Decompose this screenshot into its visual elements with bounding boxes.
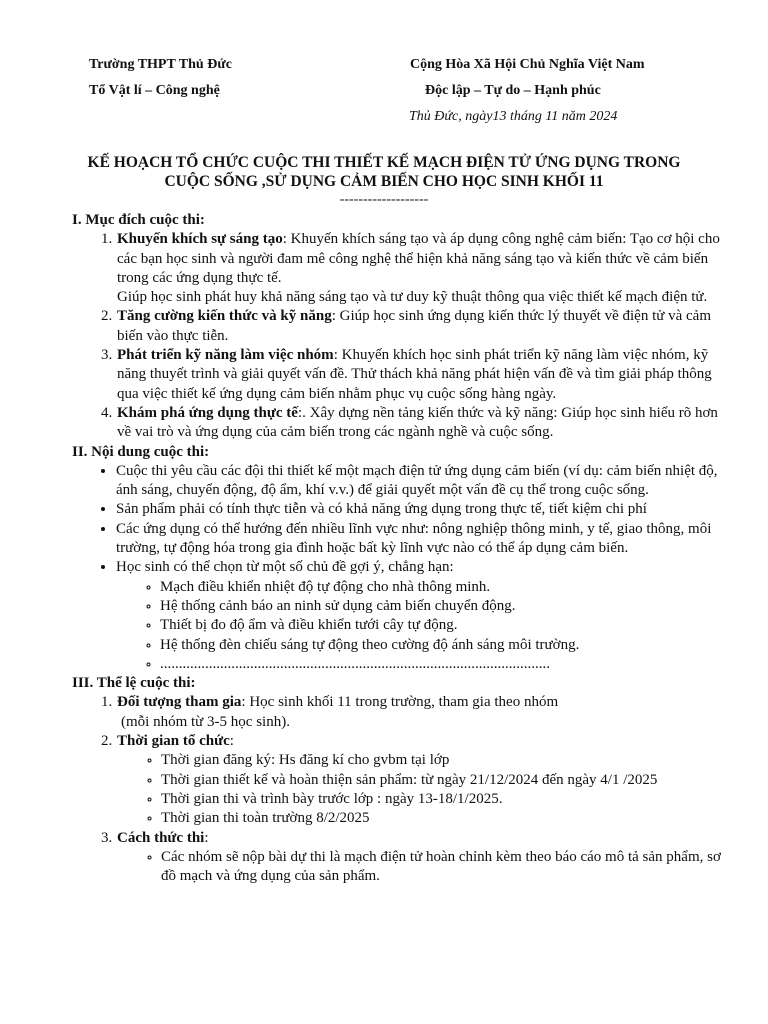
title-line-2: CUỘC SỐNG ,SỬ DỤNG CẢM BIẾN CHO HỌC SINH KHỐI 11	[164, 173, 604, 190]
topic-list	[116, 578, 722, 674]
item-text: : Giúp học sinh ứng dụng kiến thức lý thuyết về điện tử và cảm biến vào thực tiễn.	[117, 308, 712, 344]
section-1-heading: I. Mục đích cuộc thi:	[72, 212, 205, 228]
topic-item: ◦ Hệ thống đèn chiếu sáng tự động theo cường độ ánh sáng môi trường.	[160, 636, 722, 655]
item-text: : Khuyến khích học sinh phát triển kỹ năng làm việc nhóm, kỹ năng thuyết trình và giải quyết vấn đề. Thử thách khả năng phát hiện vấn đề và tìm giải pháp thông qua việc thiết kế ứng dụng cảm biến nhằm phục vụ cuộc sống hàng ngày.	[117, 347, 712, 402]
list-item: • Sản phẩm phải có tính thực tiễn và có khả năng ứng dụng trong thực tế, tiết kiệm chi phí	[116, 500, 722, 519]
schedule-item: ◦ Thời gian thiết kế và hoàn thiện sản phẩm: từ ngày 21/12/2024 đến ngày 4/1 /2025	[161, 771, 722, 790]
department-name: Tổ Vật lí – Công nghệ	[89, 83, 220, 98]
item-bold-label: Khuyến khích sự sáng tạo	[117, 231, 283, 248]
item-bold-label: Đối tượng tham gia	[117, 694, 242, 711]
section-2-heading: II. Nội dung cuộc thi:	[72, 443, 210, 460]
school-name: Trường THPT Thủ Đức	[89, 57, 232, 72]
document-body	[72, 211, 722, 886]
item-text: Học sinh có thể chọn từ một số chủ đề gợi ý, chẳng hạn:	[116, 559, 454, 576]
section-3-heading: III. Thể lệ cuộc thi:	[72, 675, 196, 692]
item-text: : Khuyến khích sáng tạo và áp dụng công nghệ cảm biến: Tạo cơ hội cho các bạn học sinh và người đam mê công nghệ thể hiện khả năng sáng tạo và kiến thức về cảm biến trong các ứng dụng thực tế.	[117, 231, 720, 286]
list-item	[116, 230, 722, 307]
item-text: : Học sinh khối 11 trong trường, tham gia theo nhóm	[241, 694, 559, 711]
topic-item: ◦ ........................................................................................................	[160, 655, 722, 674]
list-item	[116, 307, 722, 346]
item-bold-label: Cách thức thi	[117, 829, 205, 846]
item-text: :	[204, 829, 209, 846]
item-text: :	[229, 733, 234, 750]
country-name: Cộng Hòa Xã Hội Chủ Nghĩa Việt Nam	[410, 57, 645, 72]
section-1-list	[72, 230, 722, 442]
schedule-item: ◦ Thời gian đăng ký: Hs đăng kí cho gvbm tại lớp	[161, 751, 722, 770]
item-bold-label: Tăng cường kiến thức và kỹ năng	[117, 308, 332, 325]
schedule-list	[117, 751, 722, 828]
title-line-1: KẾ HOẠCH TỔ CHỨC CUỘC THI THIẾT KẾ MẠCH ĐIỆN TỬ ỨNG DỤNG TRONG	[87, 154, 681, 171]
item-bold-label: Khám phá ứng dụng thực tế	[117, 404, 298, 421]
list-item	[116, 404, 722, 443]
item-text: :. Xây dựng nền tảng kiến thức và kỹ năng: Giúp học sinh hiểu rõ hơn về vai trò và ứng dụng của cảm biến trong các ngành nghề và cuộc sống.	[117, 404, 718, 441]
list-item	[116, 732, 722, 828]
list-item	[116, 558, 722, 674]
item-bold-label: Thời gian tổ chức	[117, 733, 230, 750]
method-item: ◦ Các nhóm sẽ nộp bài dự thi là mạch điện tử hoàn chỉnh kèm theo báo cáo mô tả sản phẩm, sơ đồ mạch và ứng dụng của sản phẩm.	[161, 848, 722, 887]
topic-item: ◦ Mạch điều khiển nhiệt độ tự động cho nhà thông minh.	[160, 578, 722, 597]
list-item	[116, 346, 722, 404]
list-item: • Cuộc thi yêu cầu các đội thi thiết kế một mạch điện tử ứng dụng cảm biến (ví dụ: cảm biến nhiệt độ, ánh sáng, chuyển động, độ ẩm, khí v.v.) để giải quyết một vấn đề cụ thể trong cuộc sống.	[116, 462, 722, 501]
topic-item: ◦ Thiết bị đo độ ẩm và điều khiển tưới cây tự động.	[160, 616, 722, 635]
list-item	[116, 693, 722, 732]
list-item: • Các ứng dụng có thể hướng đến nhiều lĩnh vực như: nông nghiệp thông minh, y tế, giao thông, môi trường, tự động hóa trong gia đình hoặc bất kỳ lĩnh vực nào có thể áp dụng cảm biến.	[116, 520, 722, 559]
schedule-item: ◦ Thời gian thi toàn trường 8/2/2025	[161, 809, 722, 828]
topic-item: ◦ Hệ thống cảnh báo an ninh sử dụng cảm biến chuyển động.	[160, 597, 722, 616]
section-3-list	[72, 693, 722, 886]
title-separator: -------------------	[339, 192, 429, 207]
place-date: Thủ Đức, ngày13 tháng 11 năm 2024	[409, 109, 618, 124]
method-list	[117, 848, 722, 887]
section-2-list	[72, 462, 722, 674]
document-title	[40, 153, 728, 191]
national-motto: Độc lập – Tự do – Hạnh phúc	[425, 83, 601, 98]
schedule-item: ◦ Thời gian thi và trình bày trước lớp : ngày 13-18/1/2025.	[161, 790, 722, 809]
item-bold-label: Phát triển kỹ năng làm việc nhóm	[117, 347, 334, 364]
item-extra-text: Giúp học sinh phát huy khả năng sáng tạo và tư duy kỹ thuật thông qua việc thiết kế mạch điện tử.	[117, 289, 708, 306]
list-item	[116, 829, 722, 887]
item-text-line-2: (mỗi nhóm từ 3-5 học sinh).	[121, 713, 290, 730]
